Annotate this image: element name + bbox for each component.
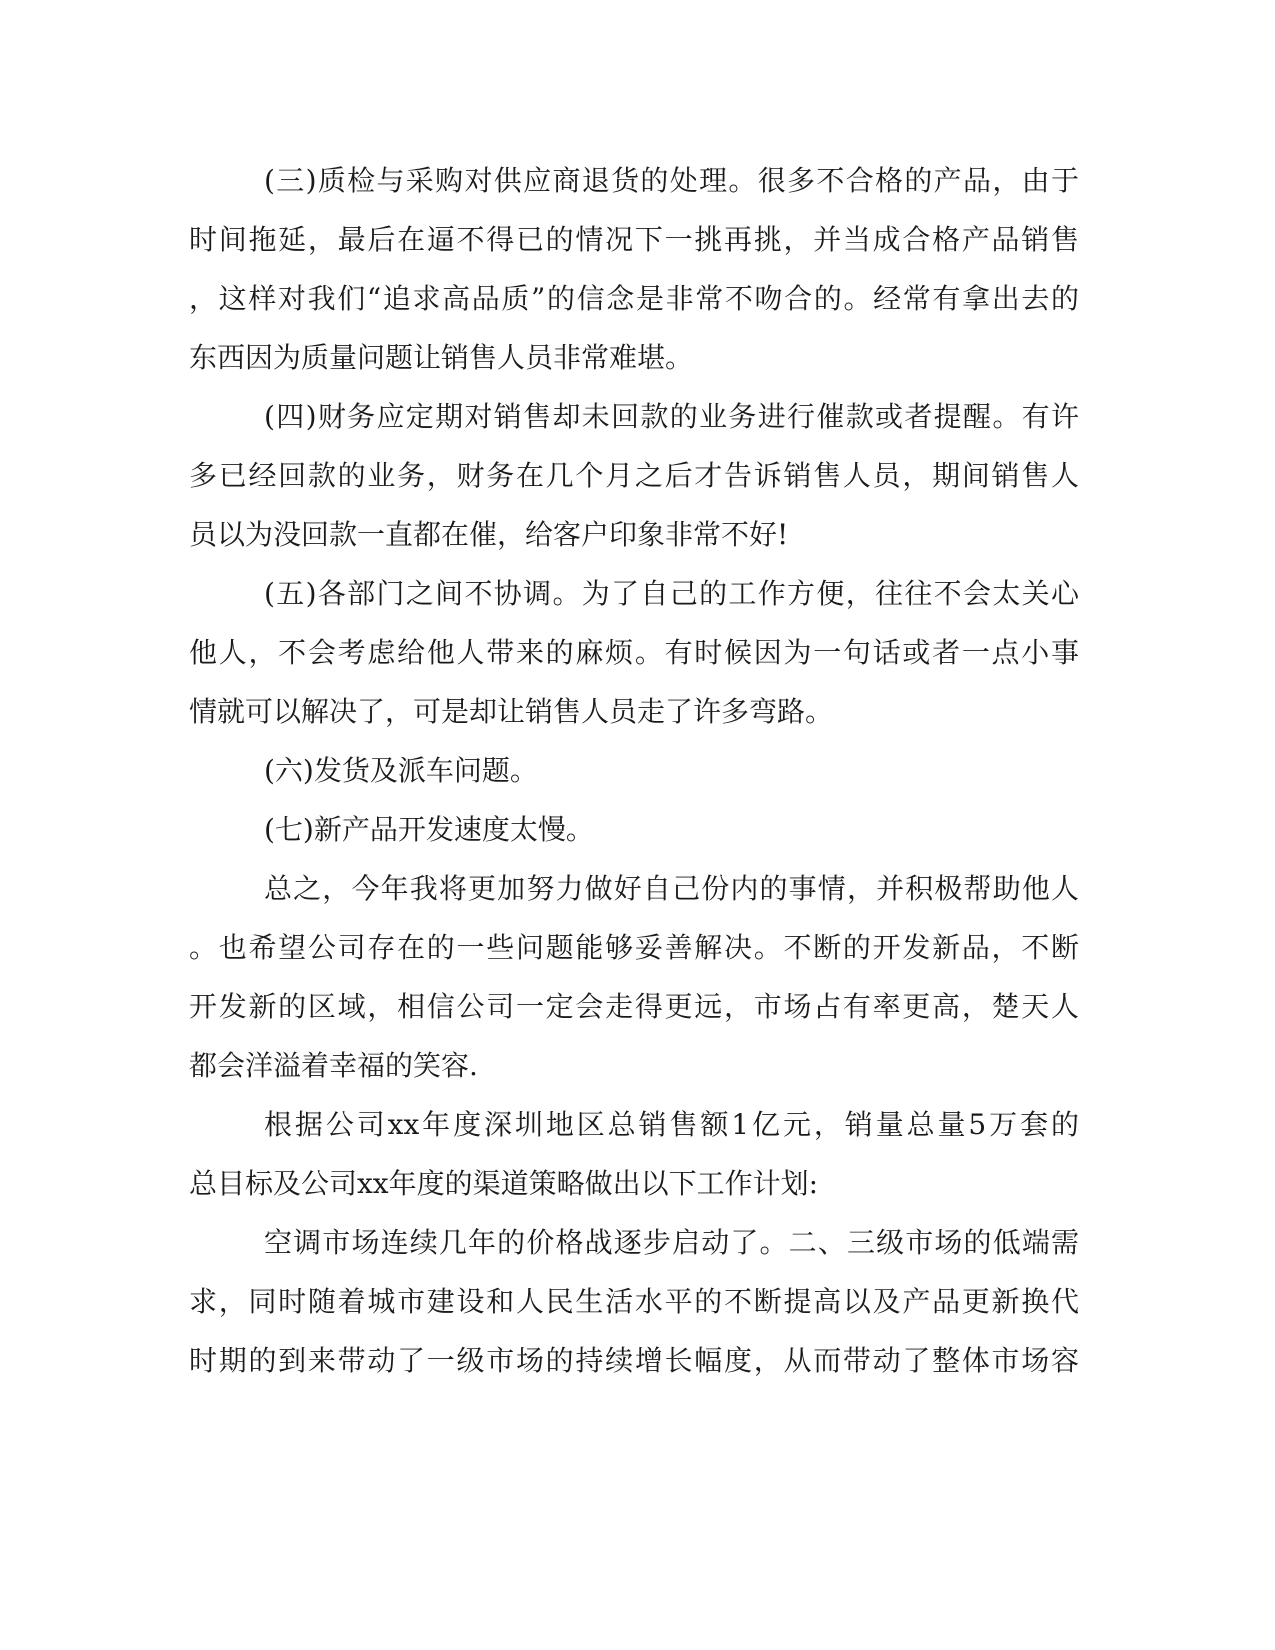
paragraph-5-line-3: 情就可以解决了，可是却让销售人员走了许多弯路。	[189, 695, 834, 728]
market-line-3: 时期的到来带动了一级市场的持续增长幅度，从而带动了整体市场容	[189, 1344, 1079, 1377]
paragraph-5-line-1: (五)各部门之间不协调。为了自己的工作方便，往往不会太关心	[264, 577, 1079, 610]
paragraph-4-line-3: 员以为没回款一直都在催，给客户印象非常不好!	[189, 518, 789, 551]
market-line-2: 求，同时随着城市建设和人民生活水平的不断提高以及产品更新换代	[189, 1285, 1079, 1318]
summary-line-4: 都会洋溢着幸福的笑容.	[189, 1049, 478, 1082]
market-line-1: 空调市场连续几年的价格战逐步启动了。二、三级市场的低端需	[264, 1226, 1079, 1259]
plan-intro-line-1: 根据公司xx年度深圳地区总销售额1亿元，销量总量5万套的	[264, 1108, 1079, 1141]
paragraph-3-line-3: ，这样对我们“追求高品质”的信念是非常不吻合的。经常有拿出去的	[189, 282, 1079, 315]
plan-intro-line-2: 总目标及公司xx年度的渠道策略做出以下工作计划:	[189, 1167, 819, 1200]
paragraph-3-line-1: (三)质检与采购对供应商退货的处理。很多不合格的产品，由于	[264, 164, 1079, 197]
paragraph-6: (六)发货及派车问题。	[264, 754, 538, 787]
paragraph-4-line-1: (四)财务应定期对销售却未回款的业务进行催款或者提醒。有许	[264, 400, 1079, 433]
summary-line-1: 总之，今年我将更加努力做好自己份内的事情，并积极帮助他人	[264, 872, 1079, 905]
summary-line-3: 开发新的区域，相信公司一定会走得更远，市场占有率更高，楚天人	[189, 990, 1079, 1023]
paragraph-3-line-2: 时间拖延，最后在逼不得已的情况下一挑再挑，并当成合格产品销售	[189, 223, 1079, 256]
paragraph-7: (七)新产品开发速度太慢。	[264, 813, 594, 846]
paragraph-3-line-4: 东西因为质量问题让销售人员非常难堪。	[189, 341, 694, 374]
summary-line-2: 。也希望公司存在的一些问题能够妥善解决。不断的开发新品，不断	[189, 931, 1079, 964]
paragraph-4-line-2: 多已经回款的业务，财务在几个月之后才告诉销售人员，期间销售人	[189, 459, 1079, 492]
paragraph-5-line-2: 他人，不会考虑给他人带来的麻烦。有时候因为一句话或者一点小事	[189, 636, 1079, 669]
